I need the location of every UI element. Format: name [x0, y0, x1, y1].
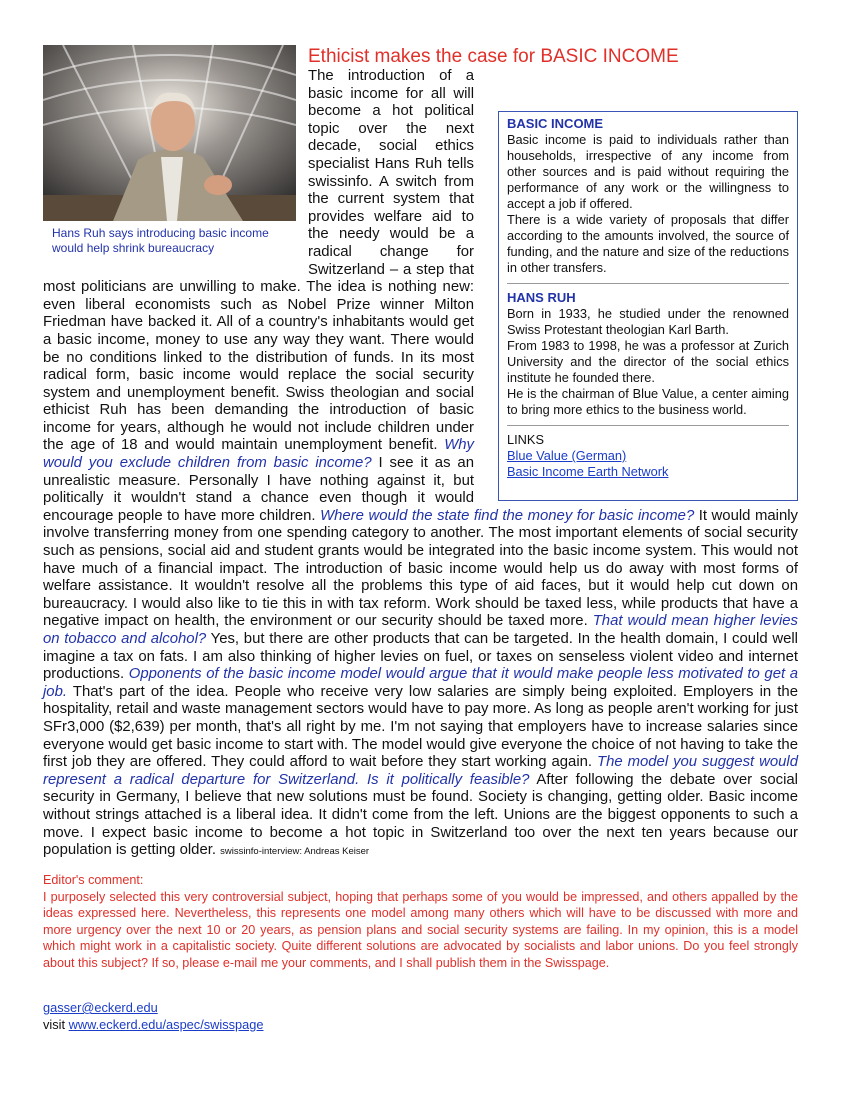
answer-5: After following the debate over social security in Germany, I believe that new solutions must be found. Society is changing, getting older. Basic income without strings attached is a liberal idea. It didn't come from the left. Unions are the biggest opponents to such a move. I expect basic income to become a hot topic in Switzerland too over the next ten years because our population is getting older.: [43, 771, 798, 859]
sidebar-divider: [507, 425, 789, 426]
question-4: Opponents of the basic income model would argue that it would make people less motivated to get a job.: [43, 666, 798, 700]
editor-comment-body: I purposely selected this very controversial subject, hoping that perhaps some of you would be impressed, and others appalled by the ideas expressed here. Nevertheless, this represents one model among many others which will have to be discussed with more and more urgency over the next 10 or 20 years, as pension plans and social security systems are failing. In my opinion, this is a model which might work in a capitalistic society. Quite different solutions are advocated by socialists and labor unions. Do you feel strongly about this subject? If so, please e-mail me your comments, and I shall publish them in the Swisspage.: [43, 889, 798, 970]
photo-space: [43, 68, 308, 278]
basic-income-paragraph-1: Basic income is paid to individuals rather than households, irrespective of any income from other sources and is paid without requiring the performance of any work or the willingness to accept a job if offered.: [507, 132, 789, 211]
answer-4: That's part of the idea. People who receive very low salaries are simply being exploited. Employers in the hospitality, retail and waste management sectors would have to pay more. As long as people aren't working for just SFr3,000 ($2,639) per month, that's all right by me. I'm not saying that employers have to increase salaries since everyone would get basic income to start with. The model would give everyone the choice of not having to take the first job they are offered. They could afford to wait before they start working again.: [43, 683, 798, 771]
website-link[interactable]: www.eckerd.edu/aspec/swisspage: [68, 1016, 264, 1032]
basic-income-network-link[interactable]: Basic Income Earth Network: [507, 464, 669, 479]
answer-1: I see it as an unrealistic measure. Personally I have nothing against it, but politically it wouldn't stand a chance even though it would encourage people to have more children.: [43, 455, 474, 524]
hans-ruh-text: [507, 306, 789, 418]
basic-income-paragraph-2: There is a wide variety of proposals that differ according to the amounts involved, the source of funding, and the nature and size of the reductions in other transfers.: [507, 212, 789, 275]
info-sidebar: [498, 111, 798, 501]
article-title: Ethicist makes the case for BASIC INCOME: [308, 46, 679, 67]
sidebar-divider: [507, 283, 789, 284]
basic-income-text: [507, 132, 789, 276]
answer-2: It would mainly involve transferring money from one spending category to another. The most important elements of social security such as pensions, social aid and student grants would be integrated into the basic income system. This would not have much of a financial impact. The introduction of basic income would help us do away with most forms of welfare assistance. It wouldn't resolve all the problems this type of aid faces, but it would help cut down on bureaucracy. I would also like to tie this in with tax reform. Work should be taxed less, while products that have a negative impact on health, the environment or our security should be taxed more.: [43, 507, 798, 630]
article-intro: The introduction of a basic income for all will become a hot political topic over the next decade, social ethics specialist Hans Ruh tells swissinfo. A switch from the current system that provides welfare aid to the needy would be a radical change for Switzerland – a step that most politicians are unwilling to make. The idea is nothing new: even liberal economists such as Nobel Prize winner Milton Friedman have backed it. All of a country's inhabitants would get a basic income, money to use any way they want. There would be no conditions linked to the distribution of funds. In its most radical form, basic income would replace the social security system and unemployment benefit. Swiss theologian and social ethicist Ruh has been demanding the introduction of basic income for years, although he would not include children under the age of 18 and would maintain unemployment benefit.: [43, 68, 474, 454]
contact-info: [43, 1000, 264, 1033]
answer-3: Yes, but there are other products that can be targeted. In the health domain, I could well imagine a tax on fats. I am also thinking of higher levies on fuel, or taxes on senseless violent video and internet productions.: [43, 631, 798, 683]
question-1: Why would you exclude children from basic income?: [43, 437, 475, 472]
hans-ruh-heading: HANS RUH: [507, 290, 576, 305]
caption-line-2: would help shrink bureaucracy: [52, 241, 215, 255]
email-link[interactable]: gasser@eckerd.edu: [43, 1000, 158, 1015]
editor-comment: [43, 872, 798, 971]
visit-label: visit: [43, 1016, 66, 1032]
question-3: That would mean higher levies on tobacco and alcohol?: [43, 613, 798, 647]
question-2: Where would the state find the money for basic income?: [320, 507, 695, 524]
question-5: The model you suggest would represent a radical departure for Switzerland. Is it politically feasible?: [43, 754, 798, 788]
basic-income-heading: BASIC INCOME: [507, 116, 604, 131]
caption-line-1: Hans Ruh says introducing basic income: [52, 226, 269, 240]
hans-ruh-paragraph-3: He is the chairman of Blue Value, a center aiming to bring more ethics to the business world.: [507, 386, 789, 417]
blue-value-link[interactable]: Blue Value (German): [507, 448, 627, 463]
interview-credit: swissinfo-interview: Andreas Keiser: [220, 846, 370, 858]
links-heading: LINKS: [507, 432, 544, 447]
editor-comment-heading: Editor's comment:: [43, 873, 144, 887]
hans-ruh-paragraph-2: From 1983 to 1998, he was a professor at Zurich University and the director of the social ethics institute he founded there.: [507, 338, 789, 385]
hans-ruh-paragraph-1: Born in 1933, he studied under the renowned Swiss Protestant theologian Karl Barth.: [507, 306, 789, 337]
